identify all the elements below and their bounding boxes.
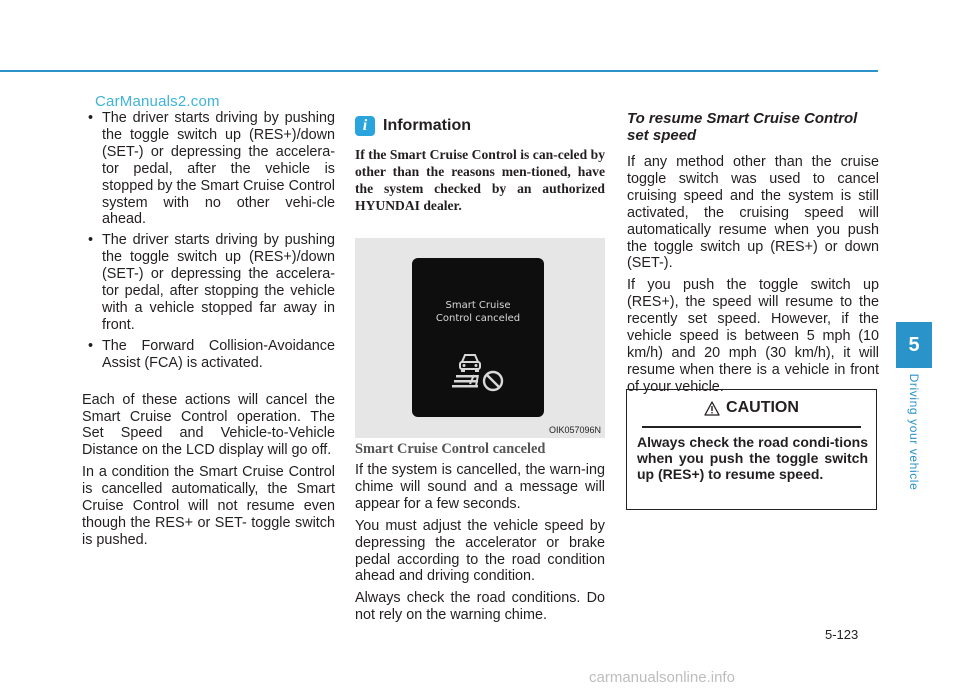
warning-icon — [704, 401, 720, 416]
bullet-item: • The Forward Collision-Avoidance Assist (FCA) is activated. — [82, 338, 335, 372]
resume-section — [627, 110, 879, 401]
paragraph: You must adjust the vehicle speed by depressing the accelerator or brake pedal according to the road condition ahead and driving condition. — [355, 517, 605, 585]
bullet-item: • The driver starts driving by pushing the toggle switch up (RES+)/down (SET-) or depressing the accelera-tor pedal, after the vehicle is stopped by the Smart Cruise Control system with no other vehi-cle ahead. — [82, 110, 335, 228]
watermark-bottom[interactable]: carmanualsonline.info — [589, 669, 735, 686]
caution-header — [642, 390, 861, 428]
info-header — [355, 115, 605, 137]
paragraph: Always check the road conditions. Do not rely on the warning chime. — [355, 590, 605, 624]
figure-code: OIK057096N — [548, 425, 601, 435]
section-heading: Smart Cruise Control canceled — [355, 441, 546, 457]
caution-body: Always check the road condi-tions when you push the toggle switch up (RES+) to resume speed. — [637, 434, 868, 482]
cluster-display-figure — [355, 238, 605, 438]
chapter-label: Driving your vehicle — [907, 373, 921, 491]
cluster-screen — [412, 258, 544, 417]
caution-box — [626, 389, 877, 510]
info-title: Information — [383, 117, 471, 134]
cancel-section — [355, 441, 605, 629]
bullet-list — [82, 110, 335, 372]
smart-cruise-canceled-icon — [450, 351, 508, 395]
bullet-item: • The driver starts driving by pushing the toggle switch up (RES+)/down (SET-) or depressing the accelera-tor pedal, after stopping the vehicle with a vehicle stopped far away in front. — [82, 232, 335, 333]
screen-message-line: Control canceled — [435, 313, 521, 324]
paragraph: Each of these actions will cancel the Smart Cruise Control operation. The Set Speed and Vehicle-to-Vehicle Distance on the LCD display will go off. — [82, 391, 335, 459]
paragraph: In a condition the Smart Cruise Control is cancelled automatically, the Smart Cruise Control will not resume even though the RES+ or SET- toggle switch is pushed. — [82, 464, 335, 548]
header-rule — [0, 70, 878, 72]
section-title: To resume Smart Cruise Control set speed — [627, 110, 858, 144]
paragraph: If any method other than the cruise toggle switch was used to cancel cruising speed and the system is still activated, the cruising speed will automatically resume when you push the toggle switch up (RES+) or down (SET-). — [627, 154, 879, 272]
caution-title: CAUTION — [726, 399, 799, 416]
screen-message — [412, 299, 544, 325]
page-number: 5-123 — [825, 627, 859, 642]
watermark-top[interactable]: CarManuals2.com — [95, 93, 220, 110]
info-body: If the Smart Cruise Control is can-celed by other than the reasons men-tioned, have the system checked by an authorized HYUNDAI dealer. — [355, 147, 605, 213]
left-column — [82, 110, 335, 554]
info-block — [355, 110, 605, 214]
screen-message-line: Smart Cruise — [445, 300, 511, 311]
info-icon: i — [355, 116, 375, 136]
paragraph: If the system is cancelled, the warn-ing chime will sound and a message will appear for a few seconds. — [355, 462, 605, 512]
chapter-tab: 5 — [896, 322, 932, 368]
paragraph: If you push the toggle switch up (RES+), the speed will resume to the recently set speed. However, if the vehicle speed is between 5 mph (10 km/h) and 20 mph (30 km/h), it will resume when there is a vehicle in front of your vehicle. — [627, 277, 879, 395]
